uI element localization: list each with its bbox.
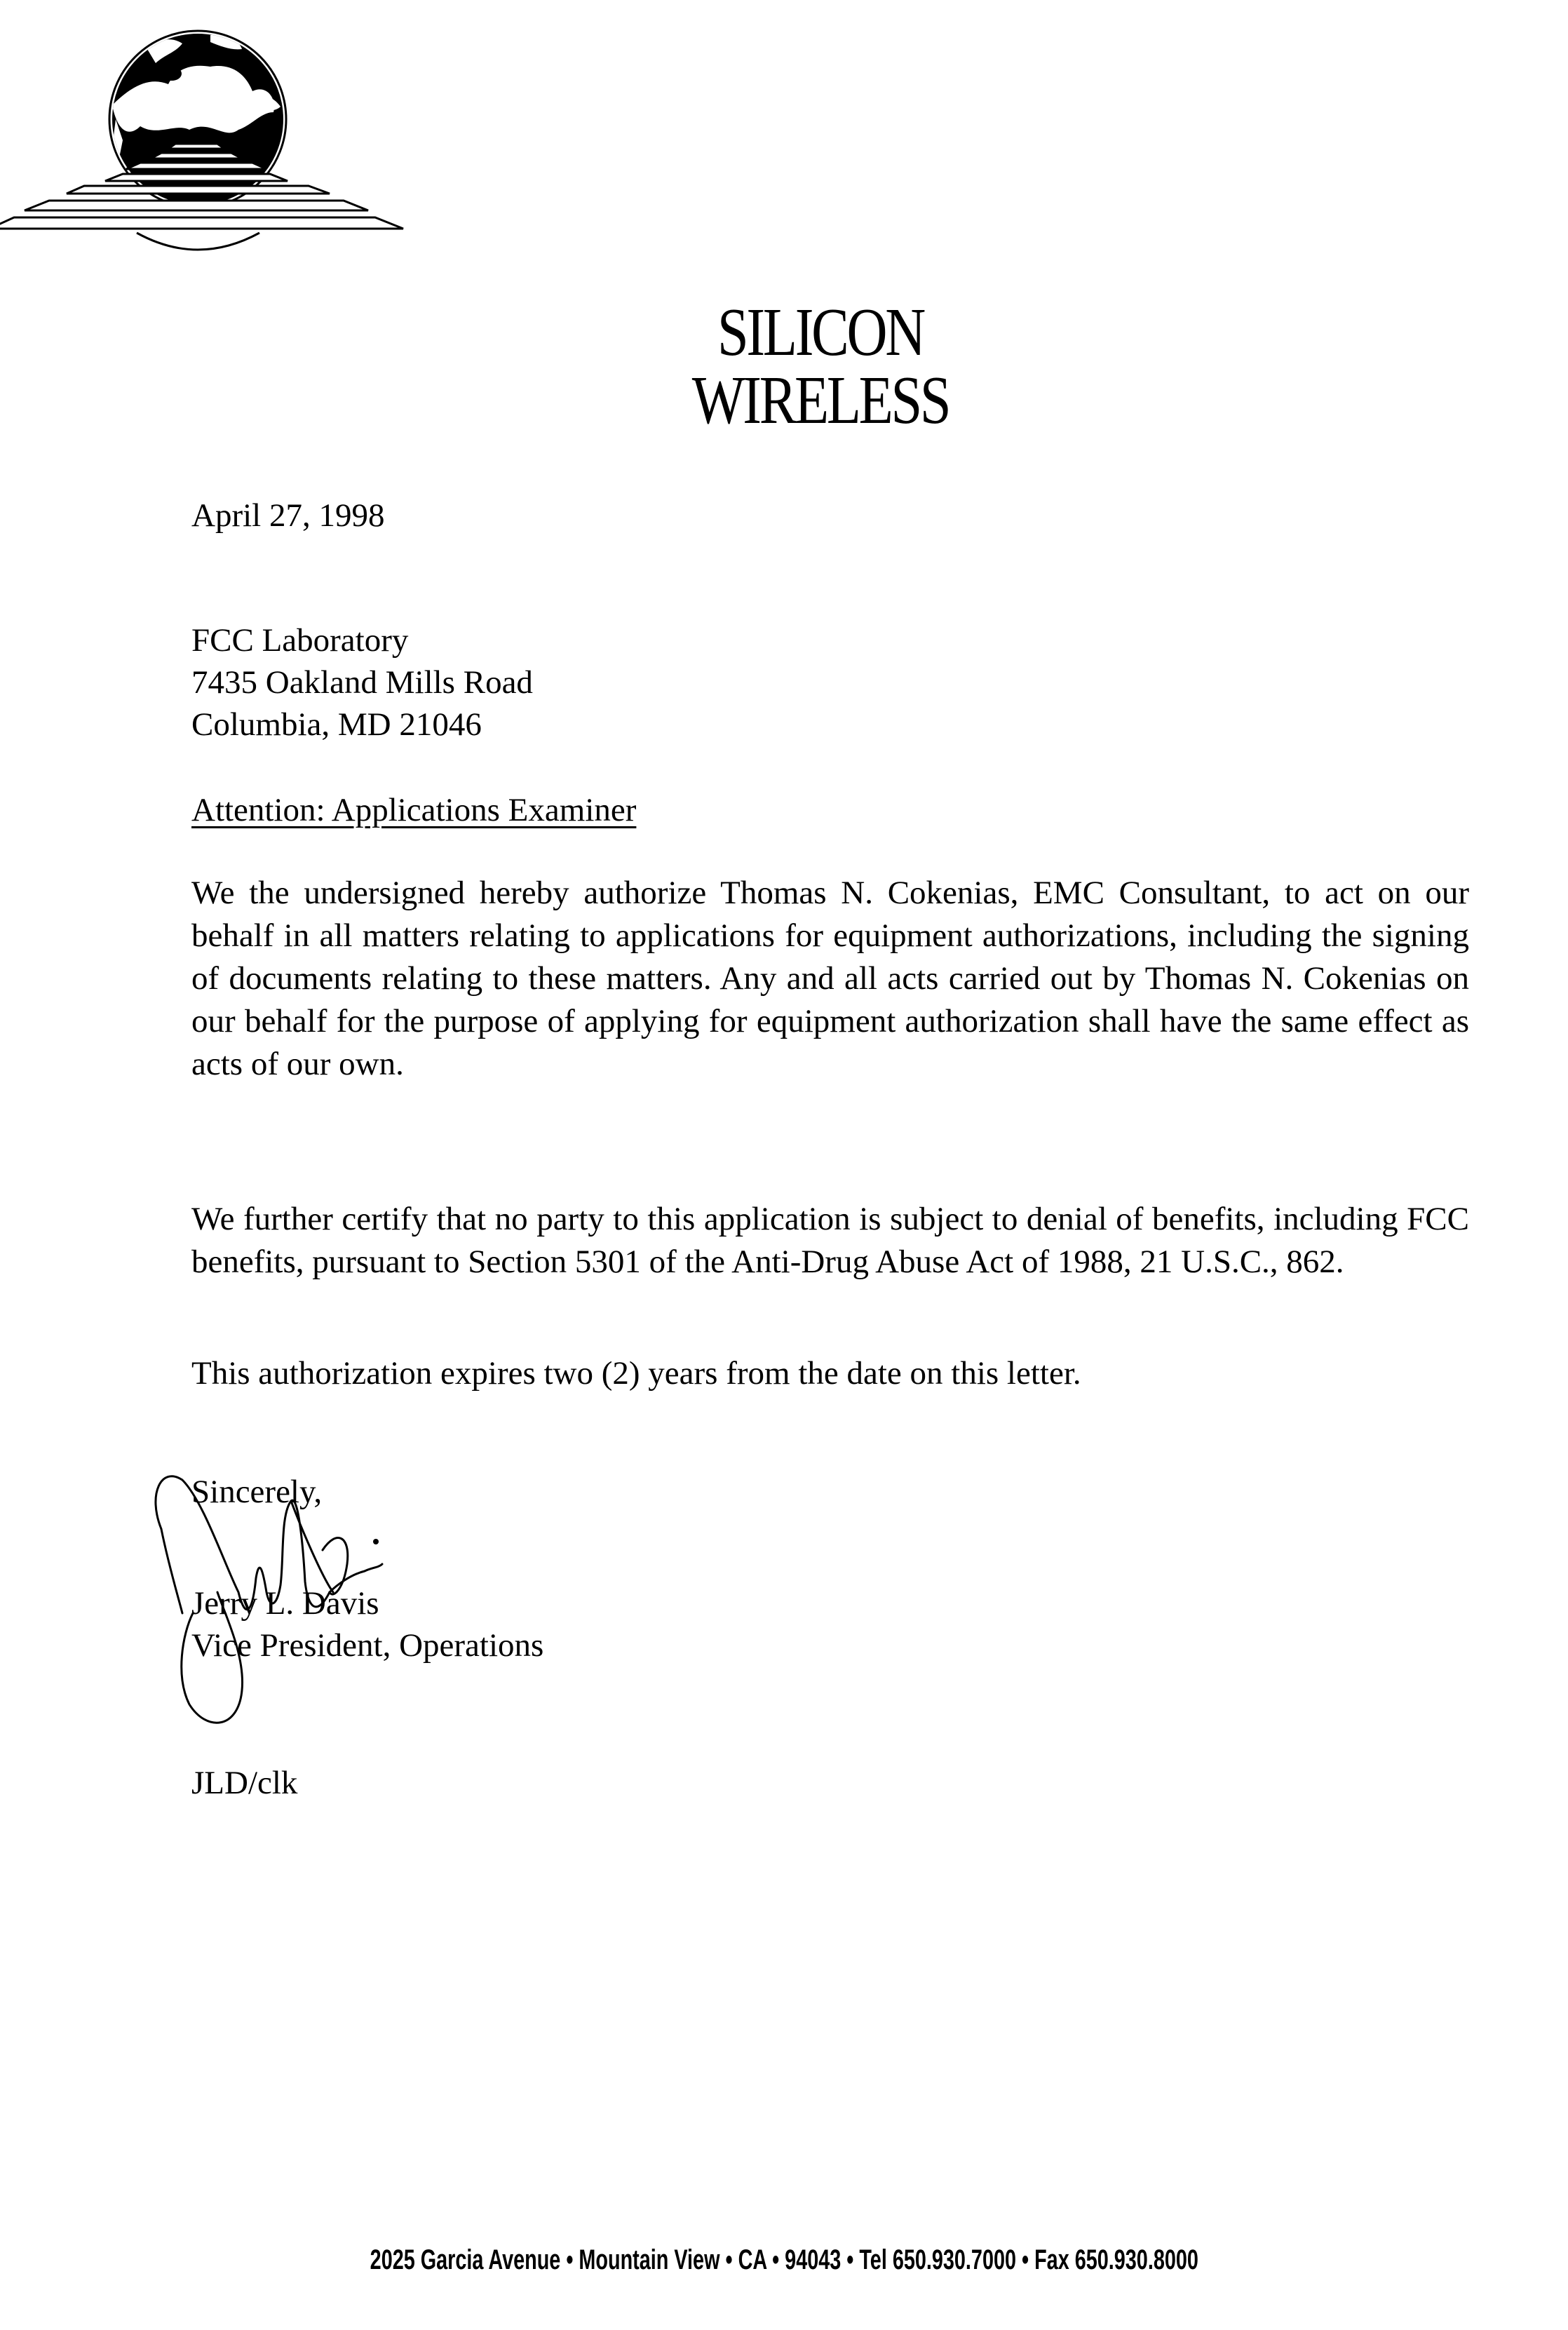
recipient-line3: Columbia, MD 21046 <box>191 706 482 743</box>
signer-title: Vice President, Operations <box>191 1627 544 1664</box>
signer-name: Jerry L. Davis <box>191 1585 379 1622</box>
body-paragraph-3: This authorization expires two (2) years from the date on this letter. <box>191 1355 1081 1392</box>
reference-initials: JLD/clk <box>191 1765 298 1801</box>
globe-with-plates-icon <box>0 0 407 344</box>
recipient-line2: 7435 Oakland Mills Road <box>191 664 533 701</box>
letter-date: April 27, 1998 <box>191 497 385 534</box>
company-name-line2: WIRELESS <box>691 363 949 438</box>
body-paragraph-2: We further certify that no party to this application is subject to denial of benefits, including FCC benefits, pursuant to Section 5301 of the Anti-Drug Abuse Act of 1988, 21 U.S.C., 862. <box>191 1201 1469 1280</box>
body-paragraph-1: We the undersigned hereby authorize Thomas N. Cokenias, EMC Consultant, to act on our behalf in all matters relating to applications for equipment authorizations, including the signing of documents relating to these matters. Any and all acts carried out by Thomas N. Cokenias on our behalf for the purpose of applying for equipment authorization shall have the same effect as acts of our own. <box>191 875 1469 1082</box>
attention-line: Attention: Applications Examiner <box>191 792 637 828</box>
recipient-line1: FCC Laboratory <box>191 622 409 659</box>
footer-address-text: 2025 Garcia Avenue • Mountain View • CA • 94043 • Tel 650.930.7000 • Fax 650.930.8000 <box>370 2244 1198 2275</box>
company-name-line1: SILICON <box>717 295 924 370</box>
closing-salutation: Sincerely, <box>191 1474 323 1510</box>
footer-address <box>0 2244 1568 2276</box>
